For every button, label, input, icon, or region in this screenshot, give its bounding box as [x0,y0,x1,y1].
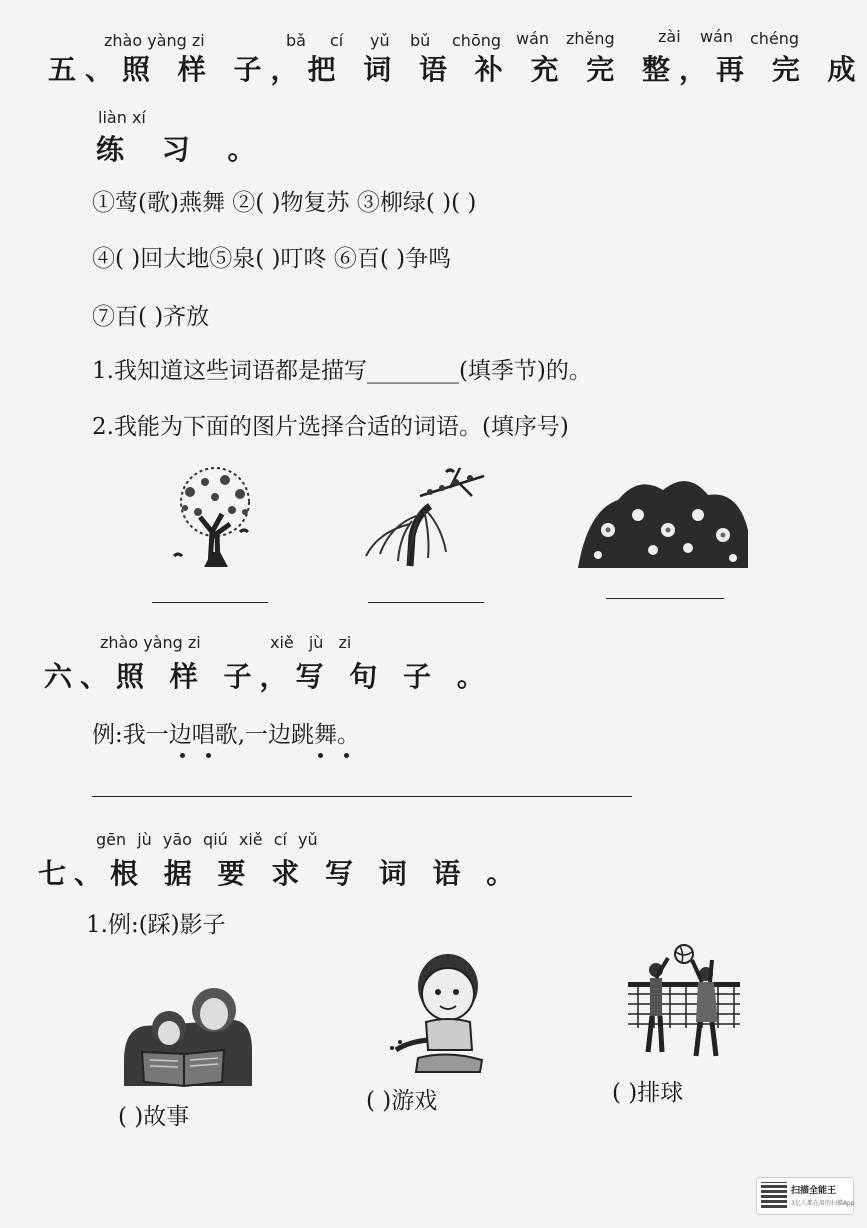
tree-with-birds-icon [160,462,270,572]
boy-playing-icon [388,950,498,1080]
answer-line-2[interactable] [368,602,484,603]
question-pictures: 2.我能为下面的图片选择合适的词语。(填序号) [92,414,569,440]
emphasis-dot [318,753,323,758]
fill-label-volleyball[interactable]: ( )排球 [612,1080,684,1106]
answer-line-1[interactable] [152,602,268,603]
pinyin-yu: yǔ [370,31,390,50]
pinyin-zai: zài [658,27,681,46]
pinyin-zheng: zhěng [566,29,615,48]
idiom-row-1: ①莺(歌)燕舞 ②( )物复苏 ③柳绿( )( ) [92,190,477,216]
pinyin-ba: bǎ [286,31,306,50]
pinyin-genju: gēn jù yāo qiú xiě cí yǔ [96,830,318,849]
example-sentence: 例:我一边唱歌,一边跳舞。 [92,722,361,748]
pinyin-zhaoyangzi: zhào yàng zi [104,31,205,50]
pinyin-wan: wán [516,29,550,48]
pinyin-xiejuzi: xiě jù zi [270,633,352,652]
qr-code-icon [761,1182,787,1208]
fill-label-game[interactable]: ( )游戏 [366,1088,438,1114]
willow-tree-icon [360,466,490,570]
section7-heading: 七、根 据 要 求 写 词 语 。 [38,857,523,890]
emphasis-dot [180,753,185,758]
emphasis-dot [344,753,349,758]
pinyin-zhaoyangzi-6: zhào yàng zi [100,633,201,652]
flower-bush-icon [578,470,748,570]
pinyin-ci: cí [330,31,344,50]
volleyball-players-icon [628,944,744,1066]
sentence-answer-line[interactable] [92,796,632,797]
pinyin-lianxi: liàn xí [98,108,146,127]
app-tagline: 3亿人都在用的扫描App [791,1200,855,1207]
section5-heading: 五、照 样 子，把 词 语 补 充 完 整，再 完 成 [48,53,865,86]
scanner-watermark [756,1177,854,1215]
answer-line-3[interactable] [606,598,724,599]
idiom-row-3: ⑦百( )齐放 [92,304,210,330]
pinyin-wan2: wán [700,27,734,46]
pinyin-chong: chōng [452,31,502,50]
fill-label-story[interactable]: ( )故事 [118,1104,190,1130]
emphasis-dot [206,753,211,758]
pinyin-bu: bǔ [410,31,431,50]
idiom-row-2: ④( )回大地⑤泉( )叮咚 ⑥百( )争鸣 [92,246,452,272]
pinyin-cheng: chéng [750,29,800,48]
section6-heading: 六、照 样 子，写 句 子 。 [44,660,493,693]
question-season: 1.我知道这些词语都是描写________(填季节)的。 [92,358,592,384]
app-name: 扫描全能王 [791,1186,837,1196]
section5-heading-cont: 练 习 。 [96,133,270,166]
mother-child-reading-icon [124,980,254,1090]
example-word: 1.例:(踩)影子 [86,912,226,938]
